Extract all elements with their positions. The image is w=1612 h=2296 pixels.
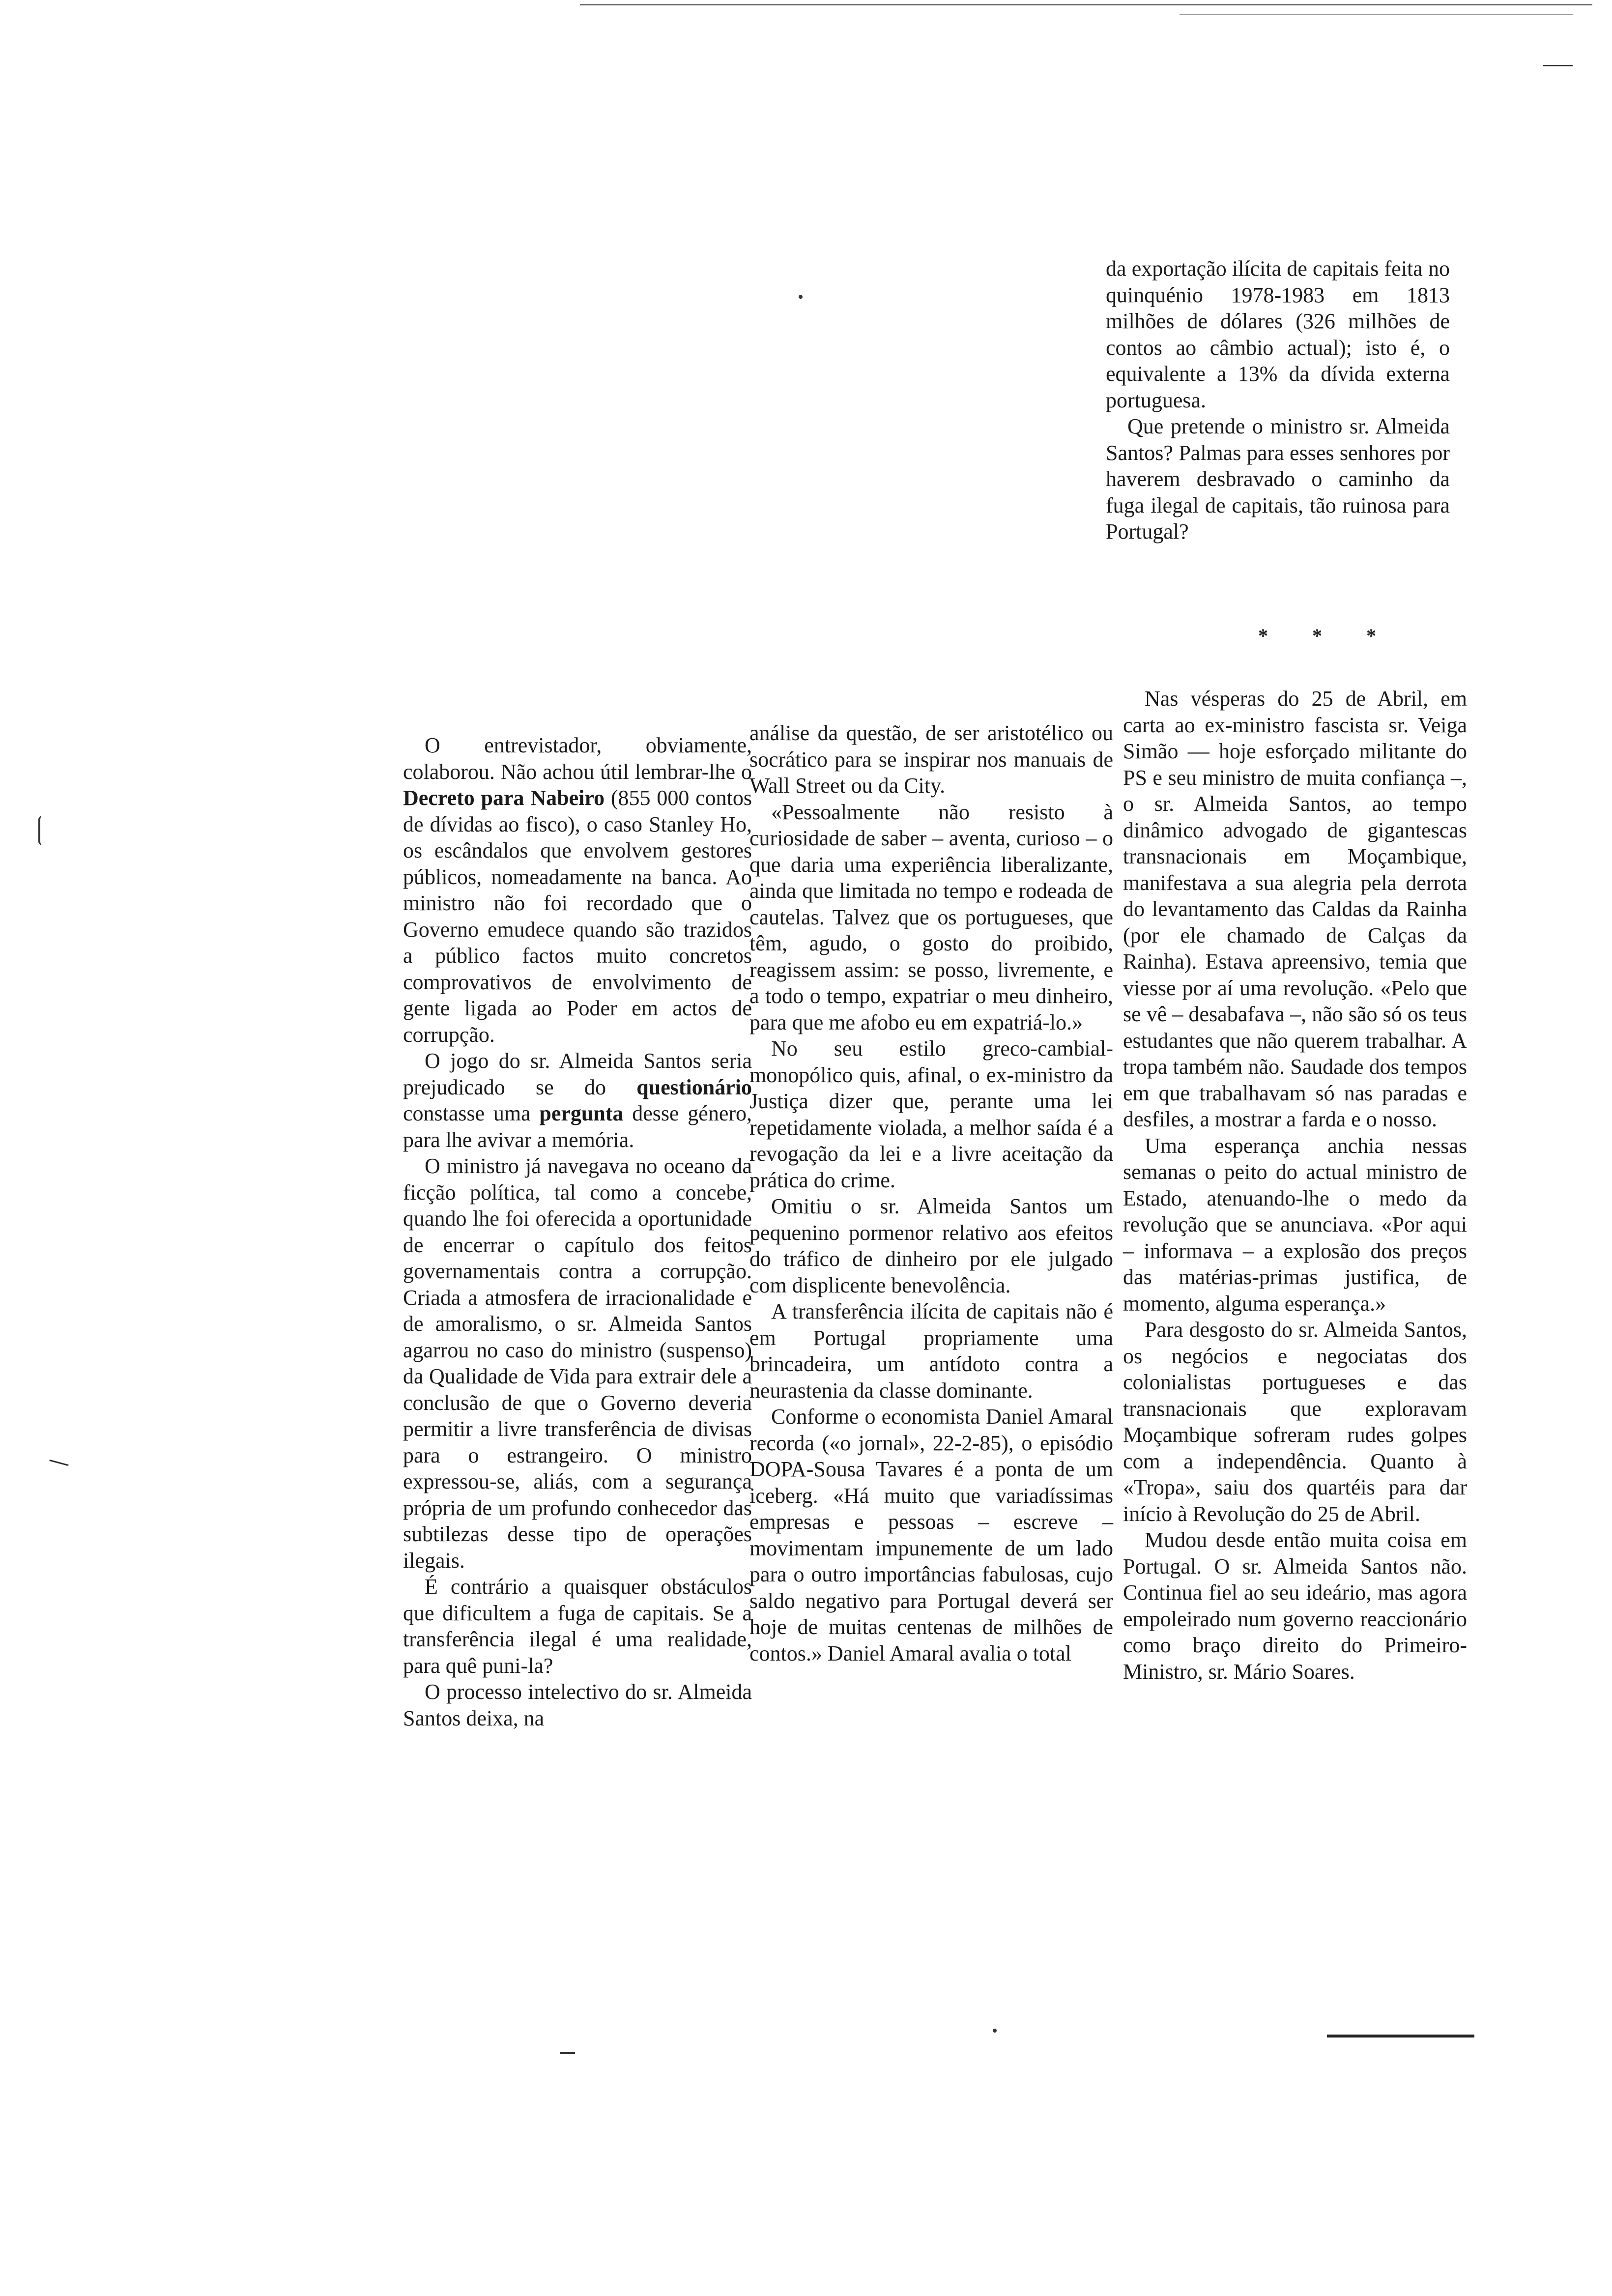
article-column-2 [749,720,1113,1666]
paragraph: O ministro já navegava no oceano da ficção política, tal como a concebe, quando lhe foi oferecida a oportunidade de encerrar o capítulo dos feitos governamentais contra a corrupção. Criada a atmosfera de irracionalidade e de amoralismo, o sr. Almeida Santos agarrou no caso do ministro (suspenso) da Qualidade de Vida para extrair dele a conclusão de que o Governo deveria permitir a livre transferência de divisas para o estrangeiro. O ministro expressou-se, aliás, com a segurança própria de um profundo conhecedor das subtilezas desse tipo de operações ilegais. [403,1154,752,1573]
paragraph: No seu estilo greco-cambial-monopólico quis, afinal, o ex-ministro da Justiça dizer que, perante uma lei repetidamente violada, a melhor saída é a revogação da lei e a livre aceitação da prática do crime. [749,1036,1113,1192]
text-run: O jogo do sr. Almeida Santos seria prejudicado se do [403,1049,752,1099]
article-column-3 [1123,686,1467,1685]
paragraph: Nas vésperas do 25 de Abril, em carta ao ex-ministro fascista sr. Veiga Simão — hoje esforçado militante do PS e seu ministro de muita confiança –, o sr. Almeida Santos, ao tempo dinâmico advogado de gigantescas transnacionais em Moçambique, manifestava a sua alegria pela derrota do levantamento das Caldas da Rainha (por ele chamado de Calças da Rainha). Estava apreensivo, temia que viesse por aí uma revolução. «Pelo que se vê – desabafava –, não são só os teus estudantes que não querem trabalhar. A tropa também não. Saudade dos tempos em que trabalhavam só nas paradas e desfiles, a mostrar a farda e o nosso. [1123,687,1467,1131]
paragraph: A transferência ilícita de capitais não é em Portugal propriamente uma brincadeira, um antídoto contra a neurastenia da classe dominante. [749,1299,1113,1403]
scan-dot [993,2029,997,2033]
paragraph: Mudou desde então muita coisa em Portugal. O sr. Almeida Santos não. Continua fiel ao seu ideário, mas agora empoleirado num governo reaccionário como braço direito do Primeiro-Ministro, sr. Mário Soares. [1123,1528,1467,1684]
paragraph: Conforme o economista Daniel Amaral recorda («o jornal», 22-2-85), o episódio DOPA-Sousa Tavares é a ponta de um iceberg. «Há muito que variadíssimas empresas e pessoas – escreve – movimentam impunemente de um lado para o outro importâncias fabulosas, cujo saldo negativo para Portugal deverá ser hoje de muitas centenas de milhões de contos.» Daniel Amaral avalia o total [749,1405,1113,1665]
scan-mark-left-tick [49,1460,68,1466]
paragraph: «Pessoalmente não resisto à curiosidade de saber – aventa, curioso – o que daria uma experiência liberalizante, ainda que limitada no tempo e rodeada de cautelas. Talvez que os portugueses, que têm, agudo, o gosto do proibido, reagissem assim: se posso, livremente, e a todo o tempo, expatriar o meu dinheiro, para que me afobo eu em expatriá-lo.» [749,800,1113,1034]
paragraph: da exportação ilícita de capitais feita no quinquénio 1978-1983 em 1813 milhões de dólares (326 milhões de contos ao câmbio actual); isto é, o equivalente a 13% da dívida externa portuguesa. [1106,257,1450,412]
bold-text-run: questionário [636,1075,752,1099]
article-end-rule [1327,2035,1474,2038]
scan-dot [799,295,803,299]
paragraph: análise da questão, de ser aristotélico ou socrático para se inspirar nos manuais de Wall Street ou da City. [749,721,1113,798]
paragraph: É contrário a quaisquer obstáculos que dificultem a fuga de capitais. Se a transferência ilegal é uma realidade, para quê puni-la? [403,1575,752,1678]
paragraph: O processo intelectivo do sr. Almeida Santos deixa, na [403,1680,752,1730]
section-separator: * * * [1258,625,1396,647]
text-run: O entrevistador, obviamente, colaborou. Não achou útil lembrar-lhe o [403,733,752,784]
paragraph: Para desgosto do sr. Almeida Santos, os negócios e negociatas dos colonialistas portugueses e das transnacionais que exploravam Moçambique sofreram rudes golpes com a independência. Quanto à «Tropa», saiu dos quartéis para dar início à Revolução do 25 de Abril. [1123,1318,1467,1526]
paragraph [403,1048,752,1153]
scan-top-rule [580,4,1592,5]
scan-top-rule-secondary [1180,14,1573,15]
text-run: (855 000 contos de dívidas ao fisco), o caso Stanley Ho, os escândalos que envolvem gestores públicos, nomeadamente na banca. Ao ministro não foi recordado que o Governo emudece quando são trazidos a público factos muito concretos comprovativos de envolvimento de gente ligada ao Poder em actos de corrupção. [403,786,752,1047]
bold-text-run: Decreto para Nabeiro [403,786,605,810]
scan-mark-left-bracket [38,816,42,845]
article-column-1 [403,732,752,1731]
paragraph: Omitiu o sr. Almeida Santos um pequenino pormenor relativo aos efeitos do tráfico de dinheiro por ele julgado com displicente benevolência. [749,1194,1113,1297]
bold-text-run: pergunta [539,1101,624,1125]
scan-mark-bottom [560,2052,575,2054]
paragraph: Que pretende o ministro sr. Almeida Santos? Palmas para esses senhores por haverem desbravado o caminho da fuga ilegal de capitais, tão ruinosa para Portugal? [1106,414,1450,544]
scan-mark-right [1543,65,1573,66]
text-run: constasse uma [403,1101,540,1125]
text-run: desse género, para lhe avivar a memória. [403,1101,752,1152]
article-top-column [1106,256,1450,545]
paragraph: Uma esperança anchia nessas semanas o peito do actual ministro de Estado, atenuando-lhe o medo da revolução que se anunciava. «Por aqui – informava – a explosão dos preços das matérias-primas justifica, de momento, alguma esperança.» [1123,1133,1467,1316]
paragraph [403,732,752,1048]
